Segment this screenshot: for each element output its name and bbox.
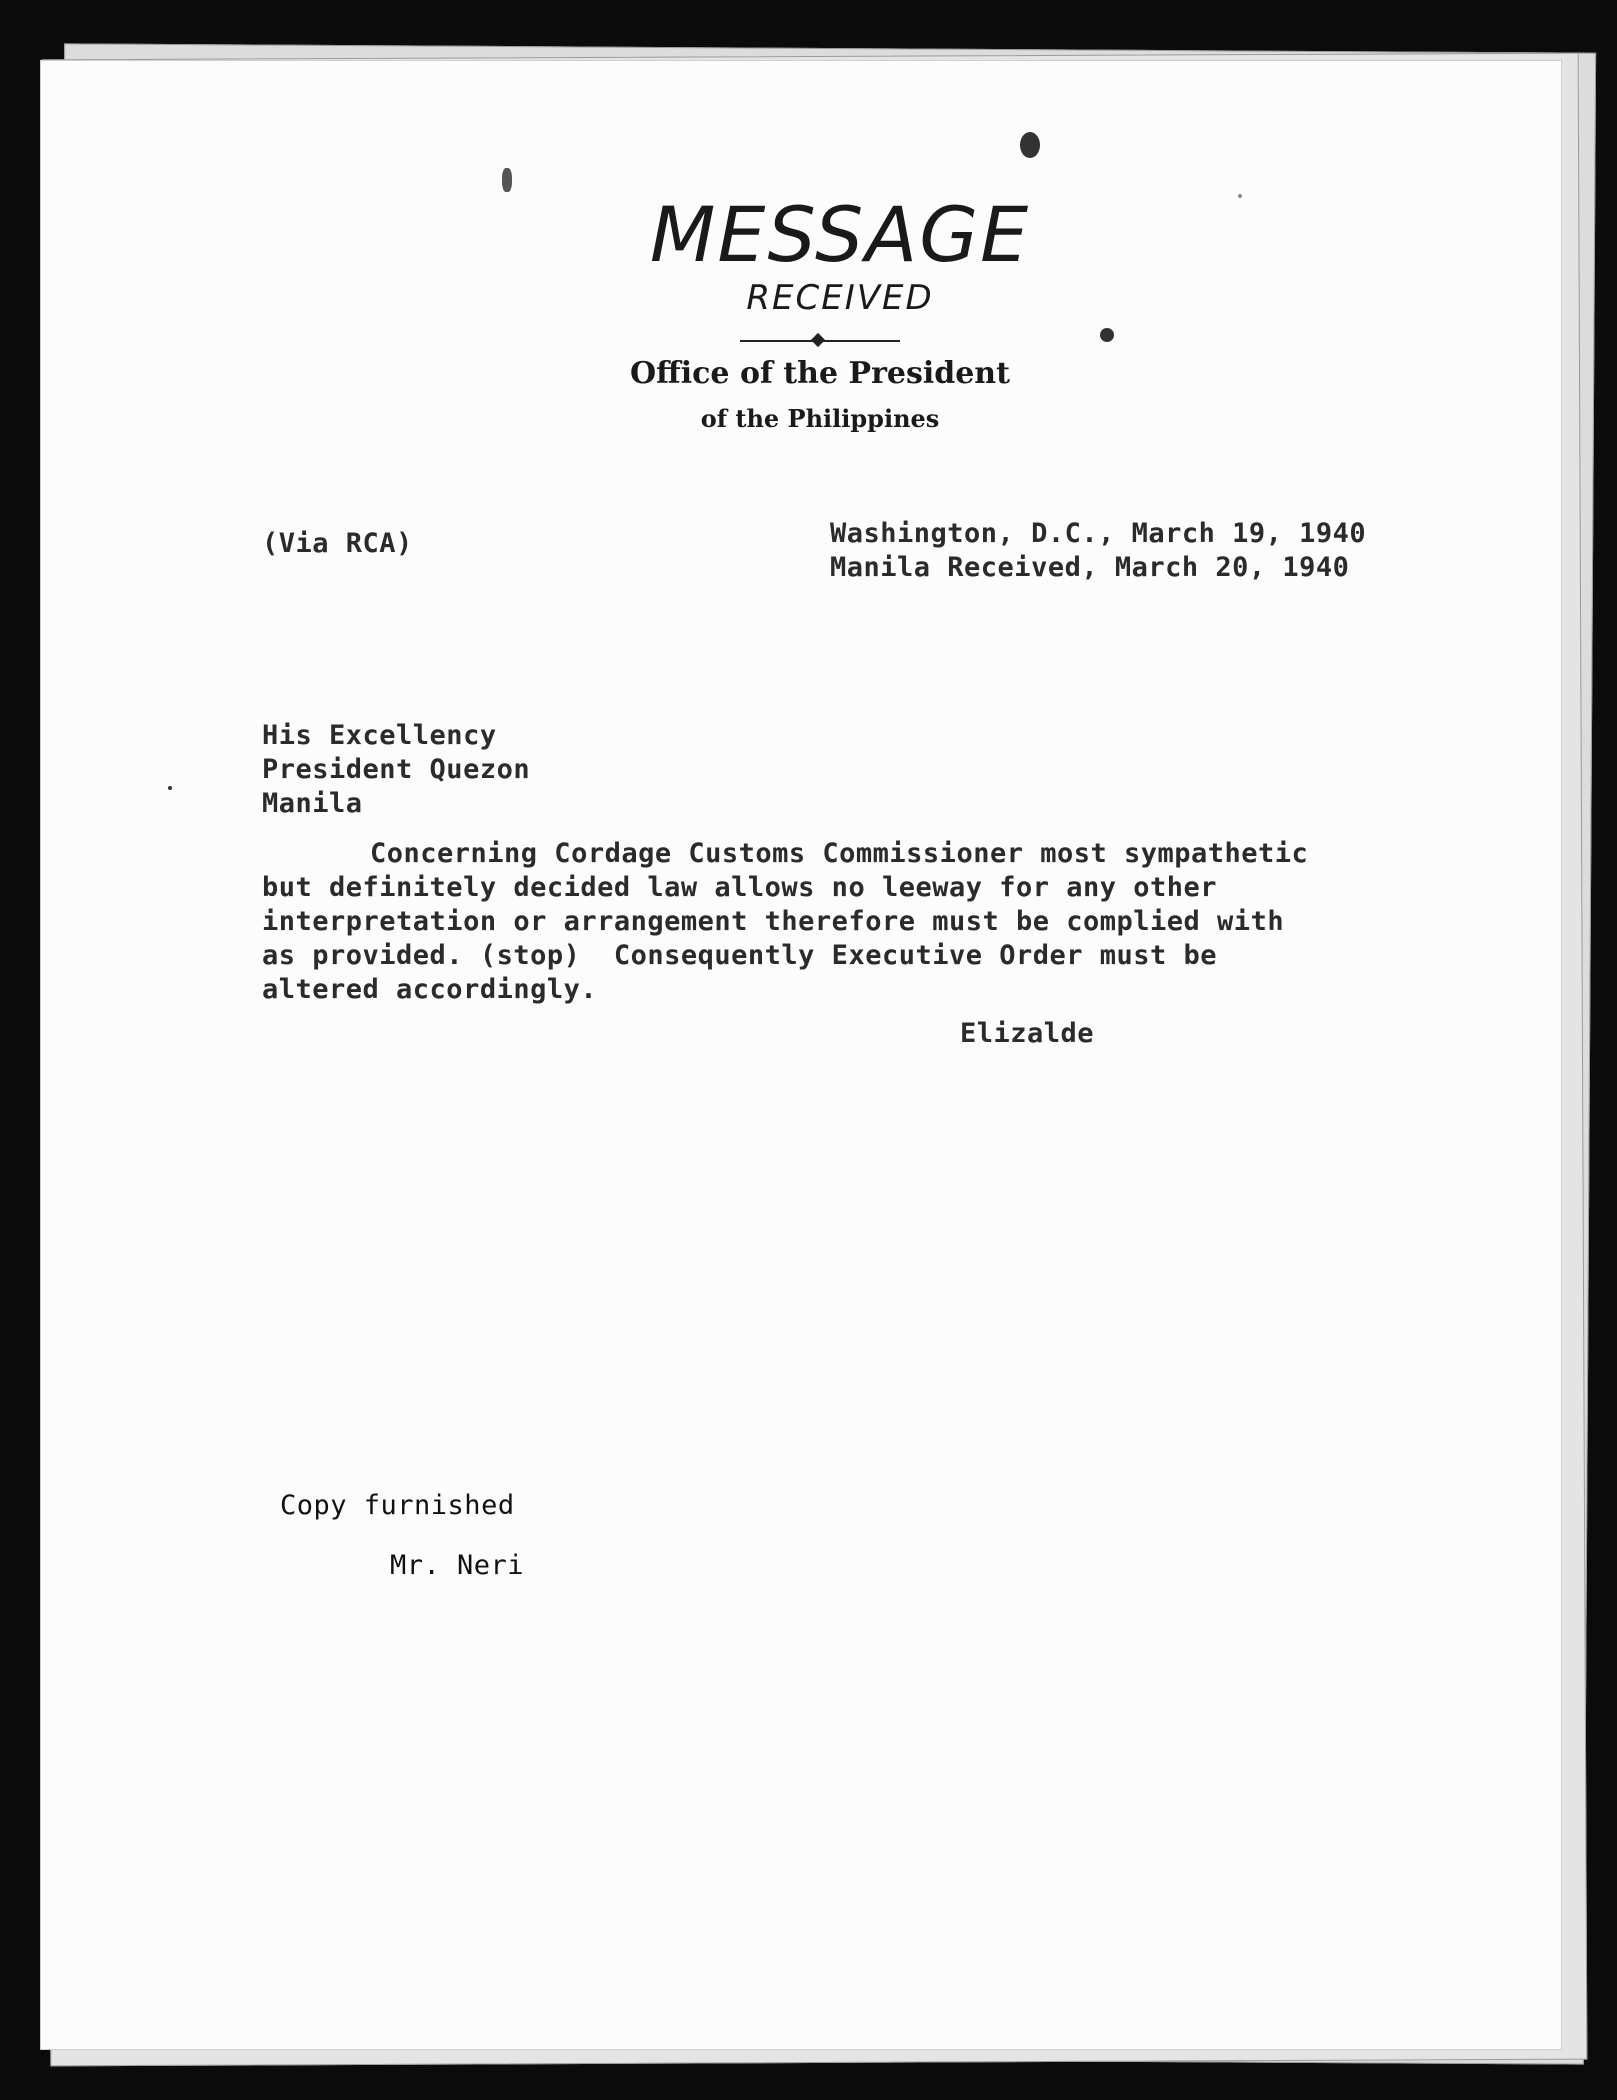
scan-artifact xyxy=(1100,328,1114,342)
message-body-line: Concerning Cordage Customs Commissioner most sympathetic xyxy=(370,838,1309,869)
letterhead-office: Office of the President xyxy=(630,356,1010,391)
scan-artifact xyxy=(1238,194,1242,198)
message-body-line: as provided. (stop) Consequently Executive Order must be xyxy=(262,940,1218,971)
received-dateline: Manila Received, March 20, 1940 xyxy=(830,552,1350,583)
letterhead-title: MESSAGE xyxy=(649,190,1031,279)
document-page xyxy=(40,60,1562,2050)
transmission-route: (Via RCA) xyxy=(262,528,413,559)
copy-recipient: Mr. Neri xyxy=(390,1550,525,1581)
addressee-line: President Quezon xyxy=(262,754,531,785)
addressee-line: His Excellency xyxy=(262,720,497,751)
message-body-line: altered accordingly. xyxy=(262,974,598,1005)
sender-signature: Elizalde xyxy=(960,1018,1095,1049)
addressee-line: Manila xyxy=(262,788,363,819)
scan-artifact xyxy=(168,786,172,790)
copy-furnished-label: Copy furnished xyxy=(280,1490,515,1521)
scan-artifact xyxy=(502,168,512,192)
message-body-line: interpretation or arrangement therefore must be complied with xyxy=(262,906,1285,937)
message-body-line: but definitely decided law allows no leeway for any other xyxy=(262,872,1218,903)
divider-ornament-icon xyxy=(811,333,825,347)
sent-dateline: Washington, D.C., March 19, 1940 xyxy=(830,518,1367,549)
letterhead-subtitle: RECEIVED xyxy=(746,278,934,318)
scan-artifact xyxy=(1020,132,1040,158)
letterhead-country: of the Philippines xyxy=(700,404,940,433)
